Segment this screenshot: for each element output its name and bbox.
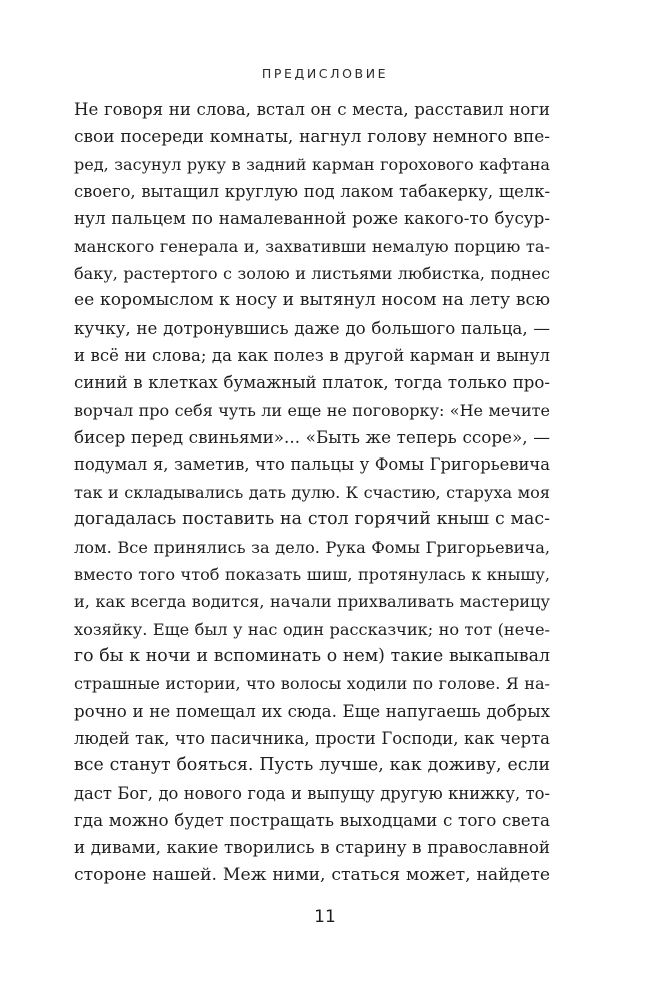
text-line: ворчал про себя чуть ли еще не поговорку: «Не мечите [74, 400, 550, 420]
text-line: стороне нашей. Меж ними, статься может, найдете [74, 864, 550, 885]
text-line: даст Бог, до нового года и выпущу другую книжку, то- [74, 783, 550, 803]
text-line: Не говоря ни слова, встал он с места, расставил ноги [74, 100, 550, 119]
body-text [74, 96, 550, 889]
text-line: подумал я, заметив, что пальцы у Фомы Григорьевича [74, 455, 550, 475]
text-line: и дивами, какие творились в старину в православной [74, 837, 550, 858]
text-line: и, как всегда водится, начали прихваливать мастерицу [74, 592, 550, 612]
text-line: хозяйку. Еще был у нас один рассказчик; но тот (нече- [74, 619, 550, 639]
page-number: 11 [314, 907, 336, 927]
text-line: синий в клетках бумажный платок, тогда только про- [74, 373, 550, 393]
text-line: так и складывались дать дулю. К счастию, старуха моя [74, 482, 550, 502]
text-line: го бы к ночи и вспоминать о нем) такие выкапывал [74, 645, 550, 666]
text-line: кучку, не дотронувшись даже до большого пальца, — [74, 318, 550, 338]
text-line: нул пальцем по намалеванной роже какого-то бусур- [74, 208, 550, 229]
text-line: все станут бояться. Пусть лучше, как доживу, если [74, 755, 550, 776]
text-line: рочно и не помещал их сюда. Еще напугаешь добрых [74, 701, 550, 721]
text-line: манского генерала и, захвативши немалую порцию та- [74, 236, 550, 256]
text-line: свои посереди комнаты, нагнул голову немного впе- [74, 126, 550, 147]
text-line: лом. Все принялись за дело. Рука Фомы Григорьевича, [74, 537, 550, 557]
text-line: бисер перед свиньями»... «Быть же теперь ссоре», — [74, 427, 550, 448]
text-line: своего, вытащил круглую под лаком табакерку, щелк- [74, 182, 550, 202]
text-line: вместо того чтоб показать шиш, протянулась к кнышу, [74, 564, 550, 584]
text-line: людей так, что пасичника, прости Господи, как черта [74, 728, 550, 748]
text-line: гда можно будет постращать выходцами с того света [74, 809, 550, 830]
running-head: ПРЕДИСЛОВИЕ [261, 66, 389, 81]
text-line: и всё ни слова; да как полез в другой карман и вынул [74, 346, 550, 366]
text-line: догадалась поставить на стол горячий кныш с мас- [74, 509, 550, 530]
text-line: ред, засунул руку в задний карман горохового кафтана [74, 154, 550, 174]
text-line: ее коромыслом к носу и вытянул носом на лету всю [74, 290, 550, 311]
text-line: баку, растертого с золою и листьями любистка, поднес [74, 264, 550, 284]
text-line: страшные истории, что волосы ходили по голове. Я на- [74, 674, 550, 694]
